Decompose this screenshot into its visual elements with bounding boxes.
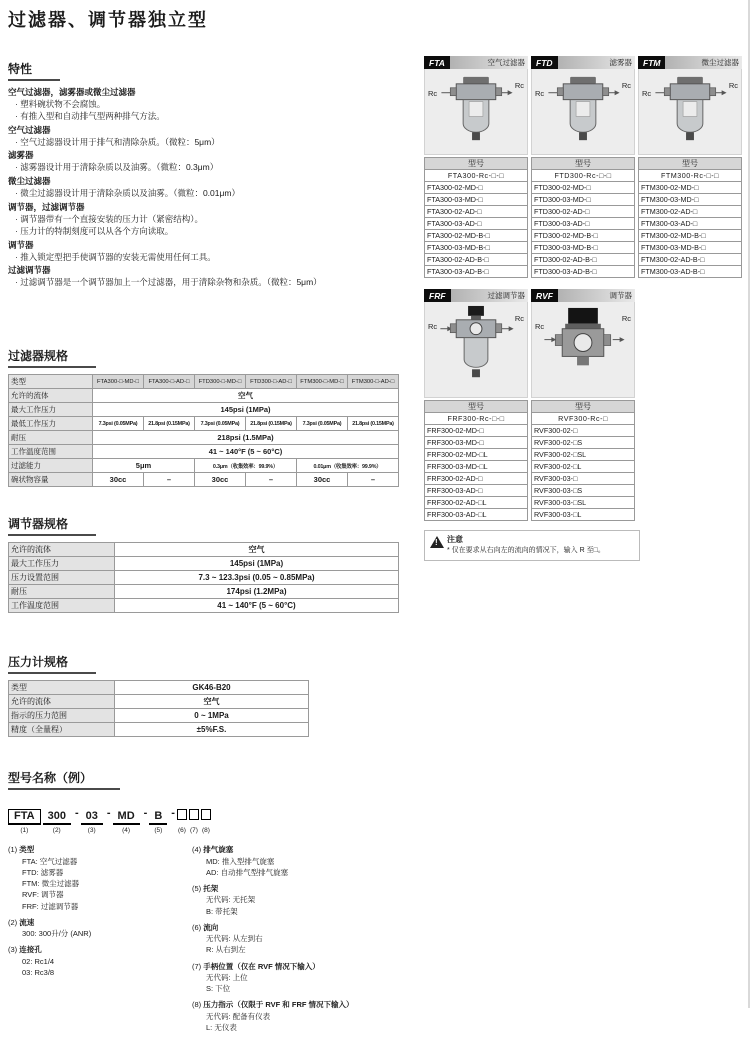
designation-line: RVF: 调节器: [22, 890, 64, 900]
col-header-cell: 类型: [9, 375, 93, 389]
model-number: RVF300-Rc-□: [531, 413, 635, 425]
designation-section: [8, 844, 176, 912]
col-header-cell: FTA300-□-AD-□: [144, 375, 195, 389]
spec-value-cell: 7.3psi (0.05MPa): [93, 417, 144, 431]
spec-value-cell: GK46-B20: [115, 681, 309, 695]
model-column-header: 型号: [424, 400, 528, 413]
spec-label-cell: 允许的流体: [9, 695, 115, 709]
designation-line: B: 带托架: [206, 906, 238, 916]
table-row: [9, 389, 399, 403]
model-segment: [189, 806, 199, 834]
spec-value-cell: 7.3psi (0.05MPa): [297, 417, 348, 431]
col-header-cell: FTA300-□-MD-□: [93, 375, 144, 389]
spec-value-cell: 41 ~ 140°F (5 ~ 60°C): [115, 599, 399, 613]
gauge-spec-table: [8, 680, 309, 737]
designation-line: AD: 自动排气型排气旋塞: [206, 867, 289, 877]
designation-line: 无代码: 无托架: [206, 895, 256, 905]
feature-item-list: [8, 137, 412, 149]
product-row-filters: [424, 56, 747, 278]
section-number: (2): [8, 917, 18, 927]
model-column-header: 型号: [638, 157, 742, 170]
model-column-header: 型号: [531, 157, 635, 170]
product-card-fta: [424, 56, 528, 278]
feature-item: · 微尘过滤器设计用于清除杂质以及油雾。（微粒：0.01μm）: [8, 188, 412, 200]
model-number: FTM300-03-AD-□: [638, 218, 742, 230]
filter-spec-heading: 过滤器规格: [8, 347, 96, 368]
designation-column-left: [8, 844, 176, 1038]
table-row: [9, 557, 399, 571]
segment-box: [189, 809, 199, 820]
feature-item: · 过滤调节器是一个调节器加上一个过滤器，用于清除杂物和杂质。（微粒：5μm）: [8, 277, 412, 289]
model-list: [424, 170, 528, 278]
model-number: FTD300-02-AD-□: [531, 206, 635, 218]
section-lines: [192, 1011, 412, 1034]
model-designation-heading: 型号名称（例）: [8, 769, 120, 790]
table-row: [9, 403, 399, 417]
table-row: [9, 695, 309, 709]
table-row: [9, 709, 309, 723]
spec-value-cell: 0.01μm（收集效率：99.9%）: [297, 459, 399, 473]
model-number: FTA300-03-AD-B-□: [424, 266, 528, 278]
section-title: 流速: [19, 917, 35, 927]
designation-section: [8, 944, 176, 978]
designation-section: [192, 922, 412, 956]
section-title: 托架: [203, 884, 219, 893]
product-header: [424, 289, 528, 302]
filter-illustration: [532, 69, 634, 154]
col-header-cell: FTM300-□-AD-□: [348, 375, 399, 389]
spec-value-cell: –: [348, 473, 399, 487]
model-number: RVF300-03-□S: [531, 485, 635, 497]
model-number: FTD300-03-AD-□: [531, 218, 635, 230]
section-number: (6): [192, 922, 202, 932]
product-code: RVF: [531, 289, 558, 302]
col-header-cell: FTM300-□-MD-□: [297, 375, 348, 389]
segment-separator: -: [171, 807, 175, 820]
spec-label-cell: 最低工作压力: [9, 417, 93, 431]
model-number: FTM300-Rc-□-□: [638, 170, 742, 182]
port-label-right: Rc: [621, 314, 631, 323]
segment-text: FTA: [8, 809, 41, 825]
spec-value-cell: 空气: [93, 389, 399, 403]
port-label-right: Rc: [514, 81, 524, 90]
regulator-illustration: [532, 302, 634, 397]
spec-label-cell: 最大工作压力: [9, 403, 93, 417]
feature-group: [8, 176, 412, 200]
segment-number: (5): [154, 827, 163, 835]
table-row: [9, 473, 399, 487]
segment-number: (3): [87, 827, 96, 835]
section-number: (4): [192, 845, 202, 855]
table-row: [9, 599, 399, 613]
spec-label-cell: 耐压: [9, 431, 93, 445]
table-row: [9, 543, 399, 557]
model-number: FTD300-03-AD-B-□: [531, 266, 635, 278]
segment-number: (7): [189, 827, 198, 835]
feature-item-list: [8, 277, 412, 289]
model-segment: [149, 806, 167, 834]
model-number: FTD300-Rc-□-□: [531, 170, 635, 182]
model-segment: [43, 806, 71, 834]
port-label-right: Rc: [728, 81, 738, 90]
designation-line: 无代码: 上位: [206, 972, 248, 982]
model-number: FTA300-02-MD-□: [424, 182, 528, 194]
product-card-frf: [424, 289, 528, 521]
spec-label-cell: 精度（全量程）: [9, 723, 115, 737]
product-name: 滤雾器: [558, 56, 635, 69]
spec-label-cell: 允许的流体: [9, 389, 93, 403]
product-code: FTM: [638, 56, 665, 69]
section-number: (1): [8, 845, 18, 855]
product-code: FTA: [424, 56, 450, 69]
product-name: 微尘过滤器: [665, 56, 742, 69]
port-label-right: Rc: [621, 81, 631, 90]
designation-line: 无代码: 从左到右: [206, 934, 263, 943]
model-number: FTD300-02-AD-B-□: [531, 254, 635, 266]
designation-section: [192, 844, 412, 878]
product-card-ftm: [638, 56, 742, 278]
product-image-filter-regulator: [424, 302, 528, 398]
segment-separator: -: [74, 807, 79, 820]
filter-illustration: [639, 69, 741, 154]
segment-separator: -: [106, 807, 111, 820]
model-number: FTM300-02-MD-□: [638, 182, 742, 194]
designation-line: FTD: 滤雾器: [22, 867, 64, 877]
designation-section: [8, 917, 176, 940]
spec-label-cell: 工作温度范围: [9, 445, 93, 459]
model-number: FRF300-02-AD-□L: [424, 497, 528, 509]
model-number: FTM300-03-AD-B-□: [638, 266, 742, 278]
model-number: FTD300-03-MD-□: [531, 194, 635, 206]
model-number: FRF300-03-MD-□: [424, 437, 528, 449]
regulator-spec-heading: 调节器规格: [8, 515, 96, 536]
section-lines: [8, 856, 176, 912]
feature-group-title: 滤雾器: [8, 150, 34, 161]
feature-item: · 压力计的特制刻度可以从各个方向读取。: [8, 226, 412, 238]
note-label: 注意: [447, 535, 463, 544]
port-label-left: Rc: [642, 89, 652, 98]
model-number: FRF300-03-AD-□: [424, 485, 528, 497]
model-number: FRF300-02-MD-□L: [424, 449, 528, 461]
model-list: [531, 413, 635, 521]
designation-line: S: 下位: [206, 984, 231, 993]
model-number: FTD300-02-MD-B-□: [531, 230, 635, 242]
section-number: (7): [192, 961, 202, 971]
product-name: 调节器: [558, 289, 635, 302]
section-lines: [192, 894, 412, 917]
model-number: FTA300-03-AD-□: [424, 218, 528, 230]
table-row: [9, 681, 309, 695]
section-title: 类型: [19, 845, 35, 855]
model-number: FRF300-03-AD-□L: [424, 509, 528, 521]
features-section: [8, 60, 412, 289]
section-title: 连接孔: [19, 945, 42, 955]
page-title: 过滤器、调节器独立型: [8, 10, 208, 30]
spec-value-cell: ±5%F.S.: [115, 723, 309, 737]
filter-illustration: [425, 69, 527, 154]
port-label-left: Rc: [535, 89, 545, 98]
model-number: FTA300-03-MD-B-□: [424, 242, 528, 254]
designation-line: FTA: 空气过滤器: [22, 856, 78, 866]
product-header: [424, 56, 528, 69]
model-segment: [81, 806, 103, 834]
spec-label-cell: 最大工作压力: [9, 557, 115, 571]
designation-line: 300: 300升/分 (ANR): [22, 929, 92, 938]
spec-value-cell: 21.8psi (0.15MPa): [144, 417, 195, 431]
model-segment: [113, 806, 140, 834]
model-segment: [177, 806, 187, 834]
product-card-rvf: [531, 289, 635, 521]
table-row: [9, 459, 399, 473]
spec-label-cell: 允许的流体: [9, 543, 115, 557]
designation-line: 03: Rc3/8: [22, 967, 55, 977]
spec-label-cell: 类型: [9, 681, 115, 695]
feature-group: [8, 125, 412, 149]
model-number: RVF300-02-□L: [531, 461, 635, 473]
feature-item-list: [8, 188, 412, 200]
model-list: [424, 413, 528, 521]
designation-explanations: [8, 844, 412, 1038]
model-example: [8, 806, 412, 834]
feature-item-list: [8, 214, 412, 238]
model-designation-section: [8, 769, 412, 1038]
product-header: [531, 289, 635, 302]
product-image-micro-mist-filter: [638, 69, 742, 155]
section-lines: [192, 972, 412, 995]
spec-value-cell: 41 ~ 140°F (5 ~ 60°C): [93, 445, 399, 459]
spec-value-cell: 30cc: [297, 473, 348, 487]
table-row: [9, 585, 399, 599]
spec-label-cell: 耐压: [9, 585, 115, 599]
section-lines: [192, 933, 412, 956]
segment-text: 03: [81, 810, 103, 825]
regulator-spec-section: [8, 515, 412, 613]
feature-item: · 有推入型和自动排气型两种排气方法。: [8, 111, 412, 123]
segment-number: (1): [20, 827, 29, 835]
feature-item: · 空气过滤器设计用于排气和清除杂质。（微粒：5μm）: [8, 137, 412, 149]
designation-line: 无代码: 配备有仪表: [206, 1011, 271, 1021]
port-label-left: Rc: [535, 322, 545, 331]
designation-line: MD: 推入型排气旋塞: [206, 856, 275, 866]
spec-label-cell: 过滤能力: [9, 459, 93, 473]
feature-group: [8, 202, 412, 238]
feature-item: · 调节器带有一个直接安装的压力计（紧密结构）。: [8, 214, 412, 226]
designation-line: R: 从右到左: [206, 945, 246, 955]
gauge-spec-section: [8, 653, 412, 737]
spec-value-cell: 空气: [115, 695, 309, 709]
segment-text: B: [149, 810, 167, 825]
model-number: RVF300-02-□SL: [531, 449, 635, 461]
model-number: RVF300-03-□SL: [531, 497, 635, 509]
product-image-air-filter: [424, 69, 528, 155]
spec-value-cell: 174psi (1.2MPa): [115, 585, 399, 599]
spec-label-cell: 指示的压力范围: [9, 709, 115, 723]
feature-item: · 塑料碗状物不会腐蚀。: [8, 99, 412, 111]
section-title: 手柄位置（仅在 RVF 情况下输入）: [203, 961, 320, 971]
spec-value-cell: 218psi (1.5MPa): [93, 431, 399, 445]
note-text: * 仅在要求从右向左的流向的情况下，输入 R 至□。: [447, 547, 605, 554]
note-box: [424, 530, 640, 561]
table-row: [9, 723, 309, 737]
feature-group: [8, 150, 412, 174]
model-column-header: 型号: [531, 400, 635, 413]
spec-value-cell: –: [144, 473, 195, 487]
segment-number: (8): [201, 827, 210, 835]
spec-value-cell: 30cc: [195, 473, 246, 487]
spec-value-cell: 145psi (1MPa): [93, 403, 399, 417]
model-number: RVF300-03-□: [531, 473, 635, 485]
model-number: RVF300-03-□L: [531, 509, 635, 521]
spec-value-cell: 30cc: [93, 473, 144, 487]
port-label-right: Rc: [514, 314, 524, 323]
spec-value-cell: 0 ~ 1MPa: [115, 709, 309, 723]
section-lines: [8, 956, 176, 979]
segment-box: [201, 809, 211, 820]
col-header-cell: FTD300-□-AD-□: [246, 375, 297, 389]
product-header: [531, 56, 635, 69]
feature-group-title: 微尘过滤器: [8, 176, 51, 187]
feature-group-title: 调节器，过滤调节器: [8, 202, 85, 213]
segment-number: (6): [177, 827, 186, 835]
feature-group-title: 空气过滤器，滤雾器或微尘过滤器: [8, 87, 136, 97]
section-lines: [192, 856, 412, 879]
filter-spec-table: [8, 374, 399, 487]
model-list: [638, 170, 742, 278]
model-number: FRF300-02-MD-□: [424, 425, 528, 437]
spec-value-cell: 7.3psi (0.05MPa): [195, 417, 246, 431]
designation-section: [192, 999, 412, 1033]
product-card-ftd: [531, 56, 635, 278]
features-heading: 特性: [8, 60, 60, 81]
spec-label-cell: 碗状物容量: [9, 473, 93, 487]
designation-line: 02: Rc1/4: [22, 956, 55, 966]
regulator-spec-table: [8, 542, 399, 613]
spec-label-cell: 压力设置范围: [9, 571, 115, 585]
spec-value-cell: –: [246, 473, 297, 487]
section-lines: [8, 928, 176, 939]
table-row: [9, 445, 399, 459]
section-number: (3): [8, 945, 18, 955]
model-number: FTD300-03-MD-B-□: [531, 242, 635, 254]
warning-mark: !: [435, 538, 438, 547]
model-number: FRF300-03-MD-□L: [424, 461, 528, 473]
designation-line: FTM: 微尘过滤器: [22, 879, 80, 888]
product-image-mist-separator: [531, 69, 635, 155]
feature-group: [8, 240, 412, 264]
model-number: RVF300-02-□S: [531, 437, 635, 449]
spec-value-cell: 5μm: [93, 459, 195, 473]
spec-value-cell: 145psi (1MPa): [115, 557, 399, 571]
feature-item-list: [8, 162, 412, 174]
designation-line: L: 无仪表: [206, 1022, 237, 1032]
model-segment: [201, 806, 211, 834]
spec-value-cell: 空气: [115, 543, 399, 557]
section-title: 压力指示（仅限于 RVF 和 FRF 情况下输入）: [203, 1000, 354, 1010]
model-number: FTM300-02-MD-B-□: [638, 230, 742, 242]
model-number: FTM300-02-AD-□: [638, 206, 742, 218]
right-column: [424, 56, 747, 561]
section-number: (8): [192, 1000, 202, 1010]
designation-line: FRF: 过滤调节器: [22, 901, 79, 911]
feature-group-title: 过滤调节器: [8, 265, 51, 276]
segment-number: (4): [122, 827, 131, 835]
model-number: FTM300-02-AD-B-□: [638, 254, 742, 266]
feature-item-list: [8, 252, 412, 264]
model-number: FRF300-Rc-□-□: [424, 413, 528, 425]
table-header-row: [9, 375, 399, 389]
product-name: 空气过滤器: [450, 56, 528, 69]
filter-regulator-illustration: [425, 302, 527, 397]
filter-spec-section: [8, 347, 412, 487]
spec-label-cell: 工作温度范围: [9, 599, 115, 613]
gauge-spec-heading: 压力计规格: [8, 653, 96, 674]
feature-item-list: [8, 99, 412, 123]
product-code: FTD: [531, 56, 558, 69]
section-title: 排气旋塞: [203, 845, 234, 855]
segment-separator: -: [143, 807, 148, 820]
product-row-regulators: [424, 289, 747, 521]
spec-value-cell: 21.8psi (0.15MPa): [246, 417, 297, 431]
spec-value-cell: 21.8psi (0.15MPa): [348, 417, 399, 431]
designation-section: [192, 883, 412, 917]
feature-group: [8, 87, 412, 123]
port-label-left: Rc: [428, 322, 438, 331]
section-number: (5): [192, 884, 202, 893]
product-header: [638, 56, 742, 69]
segment-number: (2): [52, 827, 61, 835]
left-column: [8, 6, 412, 1038]
table-row: [9, 431, 399, 445]
product-code: FRF: [424, 289, 451, 302]
designation-column-right: [192, 844, 412, 1038]
model-column-header: 型号: [424, 157, 528, 170]
segment-box: [177, 809, 187, 820]
feature-group-title: 空气过滤器: [8, 124, 51, 135]
port-label-left: Rc: [428, 89, 438, 98]
product-image-regulator: [531, 302, 635, 398]
segment-text: MD: [113, 810, 140, 825]
model-number: RVF300-02-□: [531, 425, 635, 437]
model-number: FTA300-02-AD-B-□: [424, 254, 528, 266]
product-name: 过滤调节器: [451, 289, 528, 302]
table-row: [9, 417, 399, 431]
feature-item: · 推入锁定型把手使调节器的安装无需使用任何工具。: [8, 252, 412, 264]
model-number: FTM300-03-MD-B-□: [638, 242, 742, 254]
model-number: FTM300-03-MD-□: [638, 194, 742, 206]
spec-value-cell: 7.3 ~ 123.3psi (0.05 ~ 0.85MPa): [115, 571, 399, 585]
feature-group-title: 调节器: [8, 239, 34, 250]
spec-value-cell: 0.3μm（收集效率：99.9%）: [195, 459, 297, 473]
segment-text: 300: [43, 810, 71, 825]
model-number: FRF300-02-AD-□: [424, 473, 528, 485]
feature-item: · 滤雾器设计用于清除杂质以及油雾。（微粒：0.3μm）: [8, 162, 412, 174]
model-number: FTA300-02-AD-□: [424, 206, 528, 218]
model-number: FTA300-03-MD-□: [424, 194, 528, 206]
model-number: FTA300-Rc-□-□: [424, 170, 528, 182]
model-segment: [8, 806, 41, 834]
model-number: FTD300-02-MD-□: [531, 182, 635, 194]
warning-icon: [430, 536, 444, 548]
feature-group: [8, 265, 412, 289]
table-row: [9, 571, 399, 585]
model-number: FTA300-02-MD-B-□: [424, 230, 528, 242]
section-title: 流向: [203, 922, 219, 932]
col-header-cell: FTD300-□-MD-□: [195, 375, 246, 389]
designation-section: [192, 961, 412, 995]
model-list: [531, 170, 635, 278]
